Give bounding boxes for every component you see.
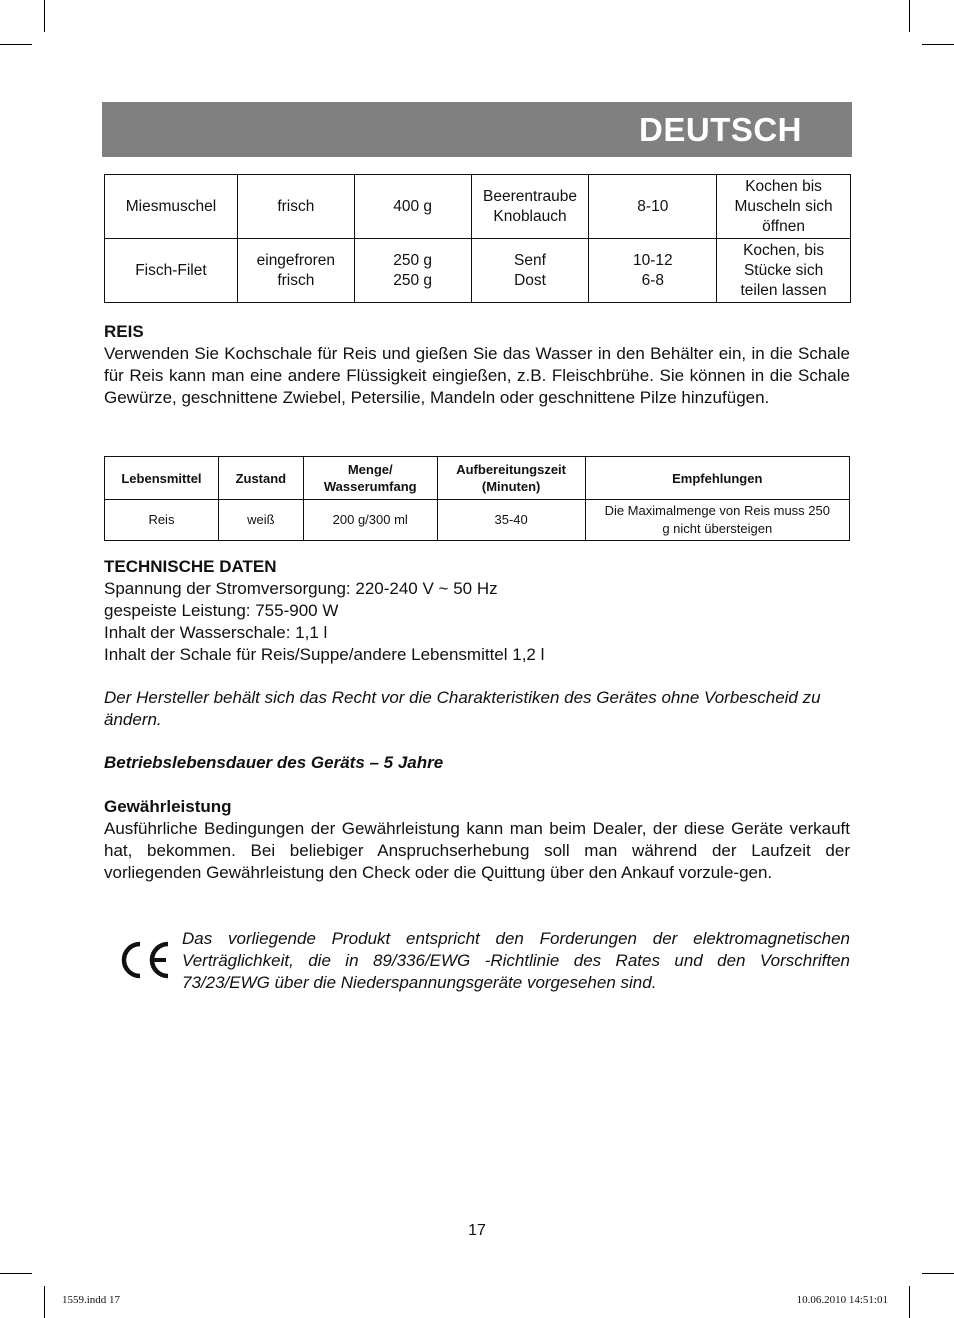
footer-file-slug: 1559.indd 17 [62,1294,121,1306]
table-row [105,500,850,541]
crop-mark [44,0,45,32]
ce-mark-icon [116,938,172,982]
crop-mark [922,44,954,45]
table-cell: 200 g/300 ml [303,500,437,541]
table-cell: weiß [218,500,303,541]
crop-mark [0,1273,32,1274]
table-row [105,239,851,303]
column-header: Aufbereitungszeit (Minuten) [437,457,585,500]
column-header: Zustand [218,457,303,500]
page-title: DEUTSCH [638,111,802,148]
tech-heading: TECHNISCHE DATEN [104,557,277,576]
table-cell: Reis [105,500,219,541]
reis-text: Verwenden Sie Kochschale für Reis und gießen Sie das Wasser in den Behälter ein, in die Schale für Reis kann man eine andere Flüssigkeit eingießen, z.B. Fleischbrühe. Sie können in die Schale Gewürze, geschnittene Zwiebel, Petersilie, Mandeln oder geschnittene Pilze hinzufügen. [104,344,850,407]
table-cell: Miesmuschel [105,175,238,239]
cooking-table [104,174,851,303]
technical-data-section [104,556,850,666]
table-cell: frisch [237,175,354,239]
language-header-bar [102,102,852,157]
column-header: Lebensmittel [105,457,219,500]
table-cell: 400 g [354,175,471,239]
table-cell: 35-40 [437,500,585,541]
lifetime-note: Betriebslebensdauer des Geräts – 5 Jahre [104,753,444,772]
rice-table [104,456,850,541]
tech-line: Spannung der Stromversorgung: 220-240 V ~ 50 Hz [104,579,498,598]
table-cell: 250 g 250 g [354,239,471,303]
table-cell: Fisch-Filet [105,239,238,303]
tech-line: gespeiste Leistung: 755-900 W [104,601,339,620]
crop-mark [909,1286,910,1318]
table-cell: 10-12 6-8 [589,239,717,303]
table-cell: Kochen bis Muscheln sich öffnen [717,175,851,239]
crop-mark [909,0,910,32]
page-number: 17 [468,1222,486,1239]
ce-statement: Das vorliegende Produkt entspricht den Forderungen der elektromagnetischen Verträglichkeit, die in 89/336/EWG -Richtlinie des Rates und den Vorschriften 73/23/EWG über die Niederspannungsgeräte vorgesehen sind. [182,929,850,992]
table-cell: Senf Dost [471,239,589,303]
crop-mark [922,1273,954,1274]
crop-mark [44,1286,45,1318]
manufacturer-notice: Der Hersteller behält sich das Recht vor die Charakteristiken des Gerätes ohne Vorbescheid zu ändern. [104,688,821,729]
table-cell: Die Maximalmenge von Reis muss 250 g nicht übersteigen [585,500,849,541]
table-cell: eingefroren frisch [237,239,354,303]
reis-section [104,321,850,409]
table-row [105,175,851,239]
reis-heading: REIS [104,322,144,341]
table-header-row [105,457,850,500]
column-header: Empfehlungen [585,457,849,500]
table-cell: 8-10 [589,175,717,239]
tech-line: Inhalt der Schale für Reis/Suppe/andere Lebensmittel 1,2 l [104,645,545,664]
column-header: Menge/ Wasserumfang [303,457,437,500]
table-cell: Kochen, bis Stücke sich teilen lassen [717,239,851,303]
warranty-heading: Gewährleistung [104,797,232,816]
crop-mark [0,44,32,45]
tech-line: Inhalt der Wasserschale: 1,1 l [104,623,328,642]
warranty-section [104,796,850,884]
warranty-text: Ausführliche Bedingungen der Gewährleistung kann man beim Dealer, der diese Geräte verkauft hat, bekommen. Bei beliebiger Anspruchserhebung soll man während der Laufzeit der vorliegenden Gewährleistung den Check oder die Quittung über den Ankauf vorzule-gen. [104,819,850,882]
table-cell: Beerentraube Knoblauch [471,175,589,239]
footer-timestamp: 10.06.2010 14:51:01 [796,1294,888,1306]
